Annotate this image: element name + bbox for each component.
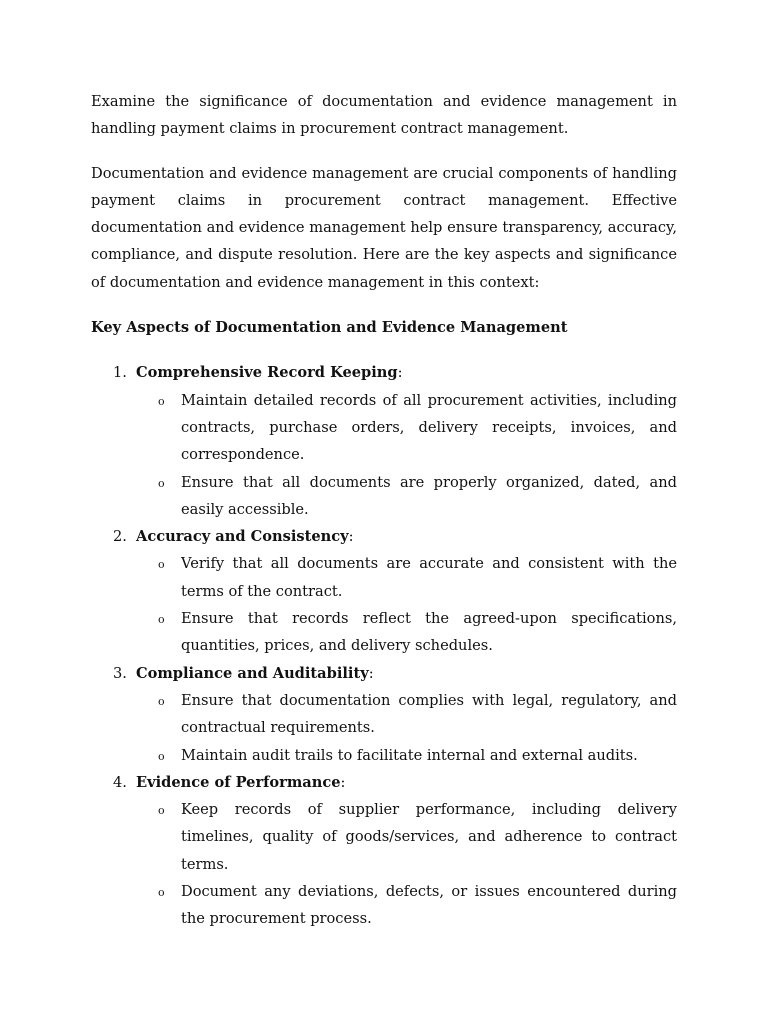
- bullet-text: Maintain detailed records of all procurement activities, including contracts, purchase orders, delivery receipts, invoices, and correspondence.: [181, 391, 677, 464]
- aspect-title-suffix: :: [397, 364, 403, 382]
- bullet-text: Verify that all documents are accurate and consistent with the terms of the contract.: [181, 555, 677, 600]
- aspect-item: [91, 660, 677, 769]
- bullet-text: Ensure that all documents are properly organized, dated, and easily accessible.: [181, 473, 677, 518]
- bullet-item: [136, 550, 677, 605]
- bullet-marker-icon: o: [158, 694, 165, 708]
- bullet-marker-icon: o: [158, 476, 165, 490]
- aspect-title: Accuracy and Consistency: [136, 528, 349, 546]
- aspect-item: [91, 523, 677, 659]
- bullet-marker-icon: o: [158, 749, 165, 763]
- aspect-title-suffix: :: [348, 528, 354, 546]
- bullet-marker-icon: o: [158, 394, 165, 408]
- question-paragraph: Examine the significance of documentation and evidence management in handling payment claims in procurement contract management.: [91, 93, 677, 138]
- intro-paragraph: Documentation and evidence management are crucial components of handling payment claims in procurement contract management. Effective documentation and evidence management help ensure transparency, accuracy, compliance, and dispute resolution. Here are the key aspects and significance of documentation and evidence management in this context:: [91, 164, 677, 291]
- bullet-marker-icon: o: [158, 558, 165, 572]
- bullet-text: Maintain audit trails to facilitate internal and external audits.: [181, 746, 638, 764]
- aspect-title: Evidence of Performance: [136, 773, 341, 791]
- bullet-marker-icon: o: [158, 886, 165, 900]
- aspect-bullets: [136, 796, 677, 932]
- aspect-title: Compliance and Auditability: [136, 664, 369, 682]
- aspect-title: Comprehensive Record Keeping: [136, 364, 398, 382]
- aspects-list: [91, 359, 677, 932]
- aspect-item: [91, 769, 677, 933]
- bullet-text: Ensure that documentation complies with legal, regulatory, and contractual requirements.: [181, 691, 677, 737]
- section-heading: Key Aspects of Documentation and Evidence Management: [91, 319, 568, 337]
- bullet-item: [136, 387, 677, 469]
- aspect-title-suffix: :: [340, 773, 346, 791]
- bullet-marker-icon: o: [158, 613, 165, 627]
- aspect-number: 2.: [113, 528, 127, 546]
- bullet-item: [136, 469, 677, 524]
- bullet-item: [136, 796, 677, 878]
- aspect-item: [91, 359, 677, 523]
- bullet-item: [136, 878, 677, 933]
- bullet-text: Ensure that records reflect the agreed-upon specifications, quantities, prices, and delivery schedules.: [181, 610, 677, 655]
- aspect-number: 3.: [113, 664, 127, 682]
- document-page: [91, 88, 677, 933]
- aspect-bullets: [136, 687, 677, 769]
- bullet-text: Keep records of supplier performance, including delivery timelines, quality of goods/services, and adherence to contract terms.: [181, 801, 677, 873]
- aspect-title-suffix: :: [368, 664, 374, 682]
- aspect-bullets: [136, 387, 677, 523]
- bullet-item: [136, 687, 677, 742]
- aspect-number: 4.: [113, 773, 127, 791]
- bullet-text: Document any deviations, defects, or issues encountered during the procurement process.: [181, 883, 677, 928]
- aspect-bullets: [136, 550, 677, 659]
- aspect-number: 1.: [113, 364, 127, 382]
- bullet-marker-icon: o: [158, 804, 165, 818]
- bullet-item: [136, 605, 677, 660]
- bullet-item: [136, 742, 677, 769]
